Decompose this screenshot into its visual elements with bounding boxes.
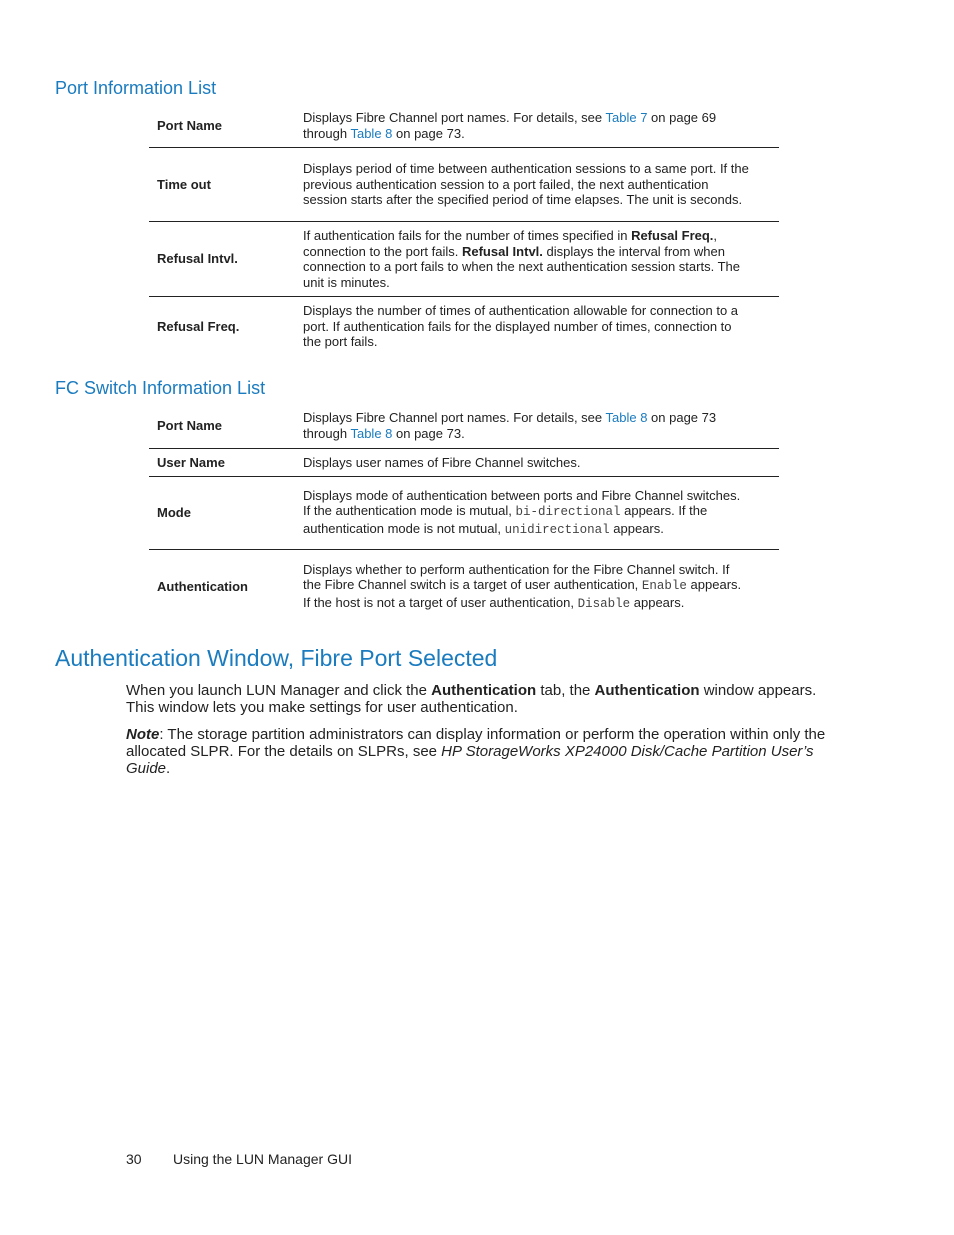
code-value: Disable [577, 596, 631, 611]
paragraph-text: When you launch LUN Manager and click the [126, 682, 432, 699]
description-text: Displays whether to perform authentication for the Fibre Channel switch. If the Fibre Channel switch is a target of user authentication, [303, 561, 730, 592]
table-8-link[interactable]: Table 8 [605, 410, 648, 426]
term-cell: Port Name [157, 418, 223, 433]
section-title-port-information-list: Port Information List [55, 78, 217, 98]
term-cell: Refusal Freq. [149, 297, 303, 356]
term-cell: Authentication [149, 550, 303, 624]
description-text: displays the interval from when connection to a port fails to when the next authentication session starts. The unit is minutes. [303, 243, 740, 290]
description-cell: Displays user names of Fibre Channel switches. [303, 448, 779, 477]
description-text: Displays Fibre Channel port names. For details, see [303, 410, 606, 426]
guide-title: HP StorageWorks XP24000 Disk/Cache Partition User’s Guide [126, 743, 814, 777]
term-cell: Mode [149, 477, 303, 550]
code-value: unidirectional [504, 522, 610, 537]
description-cell [303, 550, 779, 624]
description-cell: Displays period of time between authentication sessions to a same port. If the previous authentication session to a port failed, the next authentication session starts after the specified period of time elapses. The unit is seconds. [303, 148, 779, 222]
paragraph-text: window appears. This window lets you make settings for user authentication. [126, 682, 817, 716]
description-text: on page 69 through [303, 110, 717, 141]
paragraph-text: tab, the [536, 682, 595, 699]
description-cell [303, 104, 779, 148]
description-text: , connection to the port fails. [303, 228, 718, 259]
table-8-link[interactable]: Table 8 [350, 125, 393, 141]
bold-term: Authentication [594, 682, 700, 699]
description-text: Displays Fibre Channel port names. For details, see [303, 110, 606, 125]
table-row [149, 222, 779, 297]
paragraph-text: : The storage partition administrators can display information or perform the operation within only the allocated SLPR. For the details on SLPRs, see [126, 726, 826, 760]
description-cell [303, 477, 779, 550]
term-cell: User Name [149, 448, 303, 477]
description-text: Displays mode of authentication between ports and Fibre Channel switches. If the authentication mode is mutual, [303, 487, 741, 519]
description-cell [303, 222, 779, 297]
table-row [149, 477, 779, 550]
table-row [149, 448, 779, 477]
description-text: If authentication fails for the number of times specified in [303, 228, 632, 243]
bold-term: Refusal Intvl. [461, 243, 543, 259]
description-text: appears. [630, 594, 685, 610]
bold-term: Refusal Freq. [631, 228, 714, 243]
page-number: 30 [126, 1151, 142, 1167]
table-row [149, 148, 779, 222]
description-text: appears. [609, 520, 664, 536]
bold-term: Authentication [431, 682, 537, 699]
description-cell: Displays the number of times of authentication allowable for connection to a port. If authentication fails for the displayed number of times, connection to the port fails. [303, 297, 779, 356]
table-row [149, 404, 779, 448]
description-text: on page 73 through [303, 410, 717, 441]
section-title-authentication-window: Authentication Window, Fibre Port Selected [55, 645, 498, 671]
term-cell: Port Name [157, 117, 223, 133]
intro-paragraph [126, 682, 826, 716]
paragraph-text: . [166, 760, 171, 777]
description-text: on page 73. [392, 425, 465, 441]
description-text: on page 73. [392, 125, 465, 141]
table-row [149, 297, 779, 356]
description-cell [303, 404, 779, 448]
fc-switch-information-table [149, 404, 779, 624]
term-cell: Refusal Intvl. [149, 222, 303, 297]
table-7-link[interactable]: Table 7 [605, 110, 648, 125]
table-8-link[interactable]: Table 8 [350, 425, 393, 441]
note-label: Note [126, 726, 160, 743]
table-row [149, 104, 779, 148]
note-paragraph [126, 726, 826, 777]
code-value: bi-directional [515, 505, 621, 520]
description-text: appears. If the host is not a target of user authentication, [303, 577, 742, 610]
port-information-table [149, 104, 779, 356]
footer-chapter-title: Using the LUN Manager GUI [173, 1151, 352, 1167]
table-row [149, 550, 779, 624]
code-value: Enable [641, 579, 687, 593]
term-cell: Time out [149, 148, 303, 222]
description-text: appears. If the authentication mode is not mutual, [303, 503, 708, 536]
section-title-fc-switch-information-list: FC Switch Information List [55, 378, 266, 398]
